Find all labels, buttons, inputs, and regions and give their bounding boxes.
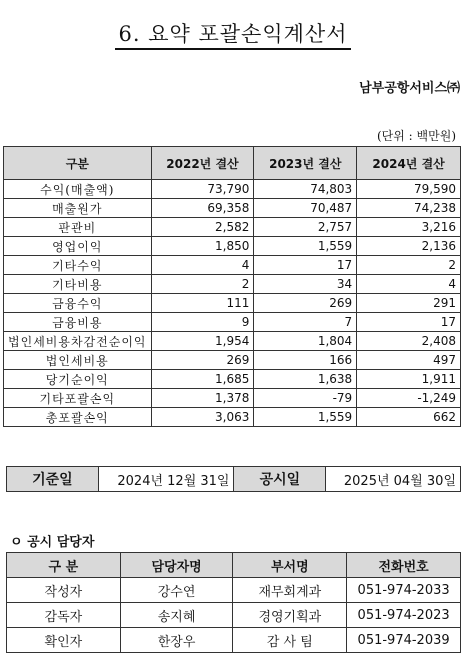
contact-cell: 051-974-2033 bbox=[347, 578, 461, 603]
date-table bbox=[6, 466, 461, 492]
table-row bbox=[4, 199, 461, 218]
table-row bbox=[4, 389, 461, 408]
table-header-row bbox=[4, 147, 461, 180]
table-row bbox=[4, 351, 461, 370]
contact-row bbox=[7, 603, 461, 628]
value-cell: 3,063 bbox=[151, 408, 254, 427]
value-cell: 1,685 bbox=[151, 370, 254, 389]
value-cell: 74,238 bbox=[357, 199, 461, 218]
column-header: 담당자명 bbox=[120, 553, 233, 578]
value-cell: -1,249 bbox=[357, 389, 461, 408]
value-cell: 69,358 bbox=[151, 199, 254, 218]
row-label: 당기순이익 bbox=[4, 370, 152, 389]
value-cell: 17 bbox=[357, 313, 461, 332]
disclosure-date-value: 2025년 04월 30일 bbox=[326, 467, 461, 492]
value-cell: 1,850 bbox=[151, 237, 254, 256]
value-cell: 166 bbox=[254, 351, 357, 370]
base-date-value: 2024년 12월 31일 bbox=[98, 467, 234, 492]
column-header: 전화번호 bbox=[347, 553, 461, 578]
contact-cell: 송지혜 bbox=[120, 603, 233, 628]
value-cell: 1,804 bbox=[254, 332, 357, 351]
row-label: 매출원가 bbox=[4, 199, 152, 218]
table-row bbox=[4, 180, 461, 199]
contact-cell: 확인자 bbox=[7, 628, 121, 653]
table-row bbox=[4, 313, 461, 332]
value-cell: 1,954 bbox=[151, 332, 254, 351]
value-cell: 4 bbox=[151, 256, 254, 275]
contact-cell: 감 사 팀 bbox=[233, 628, 347, 653]
column-header: 구 분 bbox=[7, 553, 121, 578]
table-row bbox=[4, 256, 461, 275]
value-cell: 1,911 bbox=[357, 370, 461, 389]
value-cell: 662 bbox=[357, 408, 461, 427]
value-cell: 497 bbox=[357, 351, 461, 370]
row-label: 수익(매출액) bbox=[4, 180, 152, 199]
value-cell: 79,590 bbox=[357, 180, 461, 199]
table-row bbox=[4, 408, 461, 427]
row-label: 기타비용 bbox=[4, 275, 152, 294]
value-cell: 2,408 bbox=[357, 332, 461, 351]
row-label: 금융비용 bbox=[4, 313, 152, 332]
table-row bbox=[4, 237, 461, 256]
page-title: 6. 요약 포괄손익계산서 bbox=[0, 18, 466, 48]
column-header: 2023년 결산 bbox=[254, 147, 357, 180]
row-label: 판관비 bbox=[4, 218, 152, 237]
column-header: 부서명 bbox=[233, 553, 347, 578]
value-cell: 4 bbox=[357, 275, 461, 294]
row-label: 기타수익 bbox=[4, 256, 152, 275]
value-cell: 291 bbox=[357, 294, 461, 313]
value-cell: 111 bbox=[151, 294, 254, 313]
column-header: 구분 bbox=[4, 147, 152, 180]
table-row bbox=[4, 275, 461, 294]
value-cell: 1,638 bbox=[254, 370, 357, 389]
unit-label: (단위 : 백만원) bbox=[377, 129, 456, 143]
column-header: 2024년 결산 bbox=[357, 147, 461, 180]
value-cell: 269 bbox=[151, 351, 254, 370]
contact-cell: 감독자 bbox=[7, 603, 121, 628]
value-cell: -79 bbox=[254, 389, 357, 408]
contact-row bbox=[7, 578, 461, 603]
table-row bbox=[4, 370, 461, 389]
contact-cell: 재무회계과 bbox=[233, 578, 347, 603]
value-cell: 2,757 bbox=[254, 218, 357, 237]
date-row bbox=[7, 467, 461, 492]
contact-cell: 051-974-2023 bbox=[347, 603, 461, 628]
contact-header-row bbox=[7, 553, 461, 578]
value-cell: 73,790 bbox=[151, 180, 254, 199]
value-cell: 1,378 bbox=[151, 389, 254, 408]
table-row bbox=[4, 218, 461, 237]
row-label: 법인세비용차감전순이익 bbox=[4, 332, 152, 351]
value-cell: 1,559 bbox=[254, 408, 357, 427]
contact-section-title: ㅇ 공시 담당자 bbox=[10, 535, 95, 550]
column-header: 2022년 결산 bbox=[151, 147, 254, 180]
row-label: 기타포괄손익 bbox=[4, 389, 152, 408]
value-cell: 17 bbox=[254, 256, 357, 275]
value-cell: 269 bbox=[254, 294, 357, 313]
value-cell: 74,803 bbox=[254, 180, 357, 199]
contact-row bbox=[7, 628, 461, 653]
contact-cell: 경영기획과 bbox=[233, 603, 347, 628]
contact-cell: 한장우 bbox=[120, 628, 233, 653]
value-cell: 2,136 bbox=[357, 237, 461, 256]
row-label: 영업이익 bbox=[4, 237, 152, 256]
row-label: 총포괄손익 bbox=[4, 408, 152, 427]
value-cell: 2 bbox=[357, 256, 461, 275]
value-cell: 1,559 bbox=[254, 237, 357, 256]
disclosure-date-label: 공시일 bbox=[234, 467, 326, 492]
table-row bbox=[4, 294, 461, 313]
table-row bbox=[4, 332, 461, 351]
value-cell: 2,582 bbox=[151, 218, 254, 237]
contact-cell: 051-974-2039 bbox=[347, 628, 461, 653]
value-cell: 7 bbox=[254, 313, 357, 332]
value-cell: 3,216 bbox=[357, 218, 461, 237]
value-cell: 9 bbox=[151, 313, 254, 332]
row-label: 금융수익 bbox=[4, 294, 152, 313]
company-name: 남부공항서비스㈜ bbox=[359, 81, 460, 96]
contact-cell: 작성자 bbox=[7, 578, 121, 603]
contact-cell: 강수연 bbox=[120, 578, 233, 603]
row-label: 법인세비용 bbox=[4, 351, 152, 370]
value-cell: 70,487 bbox=[254, 199, 357, 218]
value-cell: 34 bbox=[254, 275, 357, 294]
value-cell: 2 bbox=[151, 275, 254, 294]
base-date-label: 기준일 bbox=[7, 467, 99, 492]
contact-table bbox=[6, 552, 461, 653]
income-statement-table bbox=[3, 146, 461, 427]
